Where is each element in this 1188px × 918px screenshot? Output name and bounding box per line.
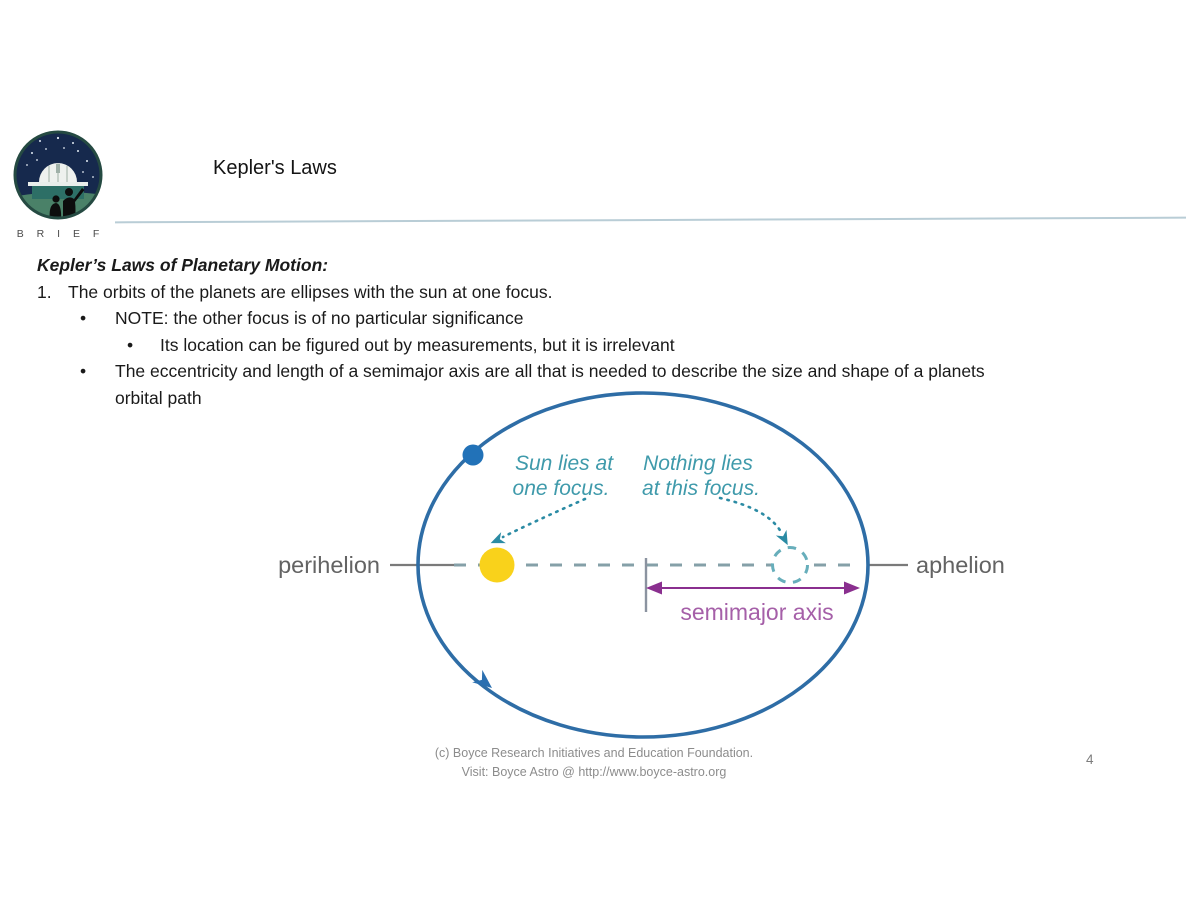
sun-caption-line1: Sun lies at [514, 452, 614, 475]
eccentricity-line-2: orbital path [115, 387, 202, 408]
focus-pointer-arrowhead [776, 530, 793, 548]
note-sub-bullet-text: Its location can be figured out by measurements, but it is irrelevant [160, 334, 675, 355]
bullet-marker: • [80, 308, 87, 329]
note-sub-bullet [127, 332, 1142, 359]
sun-pointer-arc [503, 499, 585, 537]
planet-dot [463, 445, 484, 466]
page-number: 4 [1086, 752, 1094, 767]
aphelion-label: aphelion [916, 552, 1005, 578]
list-item-text: The orbits of the planets are ellipses with the sun at one focus. [68, 281, 553, 302]
section-heading: Kepler’s Laws of Planetary Motion: [37, 255, 329, 275]
focus-caption-line1: Nothing lies [643, 452, 753, 475]
semimajor-axis-label: semimajor axis [680, 599, 834, 625]
header-divider [115, 217, 1186, 224]
empty-focus-circle [773, 548, 808, 583]
sun-caption-line2: one focus. [512, 477, 610, 500]
brief-logo [11, 129, 105, 240]
footer-line-1: (c) Boyce Research Initiatives and Education Foundation. [434, 746, 754, 760]
note-bullet [80, 305, 1142, 332]
ellipse-orbit-diagram [240, 383, 1040, 745]
focus-pointer-arc [720, 498, 781, 532]
focus-caption-line2: at this focus. [642, 477, 760, 500]
bullet-marker: • [80, 361, 87, 382]
logo-brief-label: B R I E F [16, 228, 105, 240]
sun-pointer-arrowhead [488, 532, 506, 549]
observatory-logo-icon [12, 129, 104, 221]
perihelion-label: perihelion [278, 552, 380, 578]
list-number: 1. [37, 281, 52, 302]
note-bullet-text: NOTE: the other focus is of no particular significance [115, 308, 524, 329]
semimajor-right-arrowhead [844, 582, 860, 595]
list-item-1 [37, 279, 1142, 306]
footer-credit [344, 744, 844, 781]
semimajor-left-arrowhead [646, 582, 662, 595]
sun-circle [480, 548, 515, 583]
eccentricity-line-1: The eccentricity and length of a semimajor axis are all that is needed to describe the size and shape of a planets [115, 361, 985, 382]
footer-line-2: Visit: Boyce Astro @ http://www.boyce-astro.org [461, 764, 727, 779]
page-title: Kepler's Laws [213, 157, 337, 179]
orbit-direction-arrowhead [472, 670, 497, 694]
bullet-marker: • [127, 334, 134, 355]
